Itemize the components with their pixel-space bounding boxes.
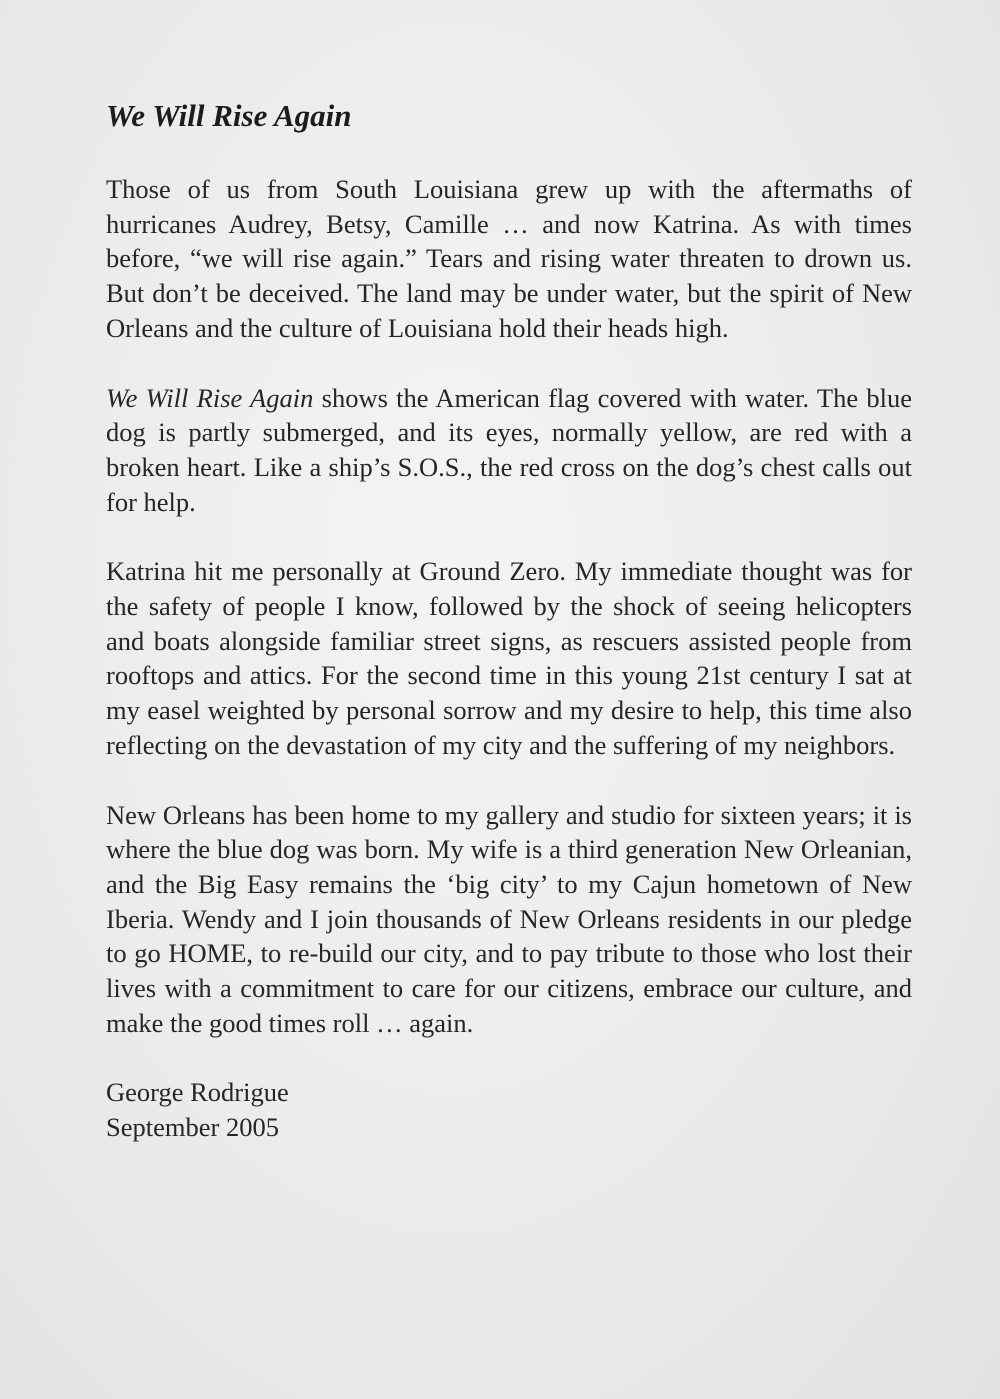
document-body [106, 98, 912, 1145]
document-title: We Will Rise Again [106, 98, 352, 133]
paragraph-ground-zero: Katrina hit me personally at Ground Zero. My immediate thought was for the safety of people I know, followed by the shock of seeing helicopters and boats alongside familiar street signs, as rescuers assisted people from rooftops and attics. For the second time in this young 21st century I sat at my easel weighted by personal sorrow and my desire to help, this time also reflecting on the devastation of my city and the suffering of my neighbors. [106, 556, 912, 760]
paragraph-painting-description [106, 381, 912, 520]
paragraph-new-orleans-home: New Orleans has been home to my gallery and studio for sixteen years; it is where the blue dog was born. My wife is a third generation New Orleanian, and the Big Easy remains the ‘big city’ to my Cajun hometown of New Iberia. Wendy and I join thousands of New Orleans residents in our pledge to go HOME, to re-build our city, and to pay tribute to those who lost their lives with a commitment to care for our citizens, embrace our culture, and make the good times roll … again. [106, 799, 912, 1038]
signature-date: September 2005 [106, 1112, 279, 1143]
signature-block [106, 1075, 912, 1144]
paragraph-hurricanes: Those of us from South Louisiana grew up with the aftermaths of hurricanes Audrey, Betsy, Camille … and now Katrina. As with times before, “we will rise again.” Tears and rising water threaten to drown us. But don’t be deceived. The land may be under water, but the spirit of New Orleans and the culture of Louisiana hold their heads high. [106, 174, 912, 343]
painting-title-italic: We Will Rise Again [106, 382, 314, 413]
signature-name: George Rodrigue [106, 1077, 289, 1108]
painting-description-text: shows the American flag covered with water. The blue dog is partly submerged, and its eyes, normally yellow, are red with a broken heart. Like a ship’s S.O.S., the red cross on the dog’s chest calls out for help. [106, 382, 912, 517]
